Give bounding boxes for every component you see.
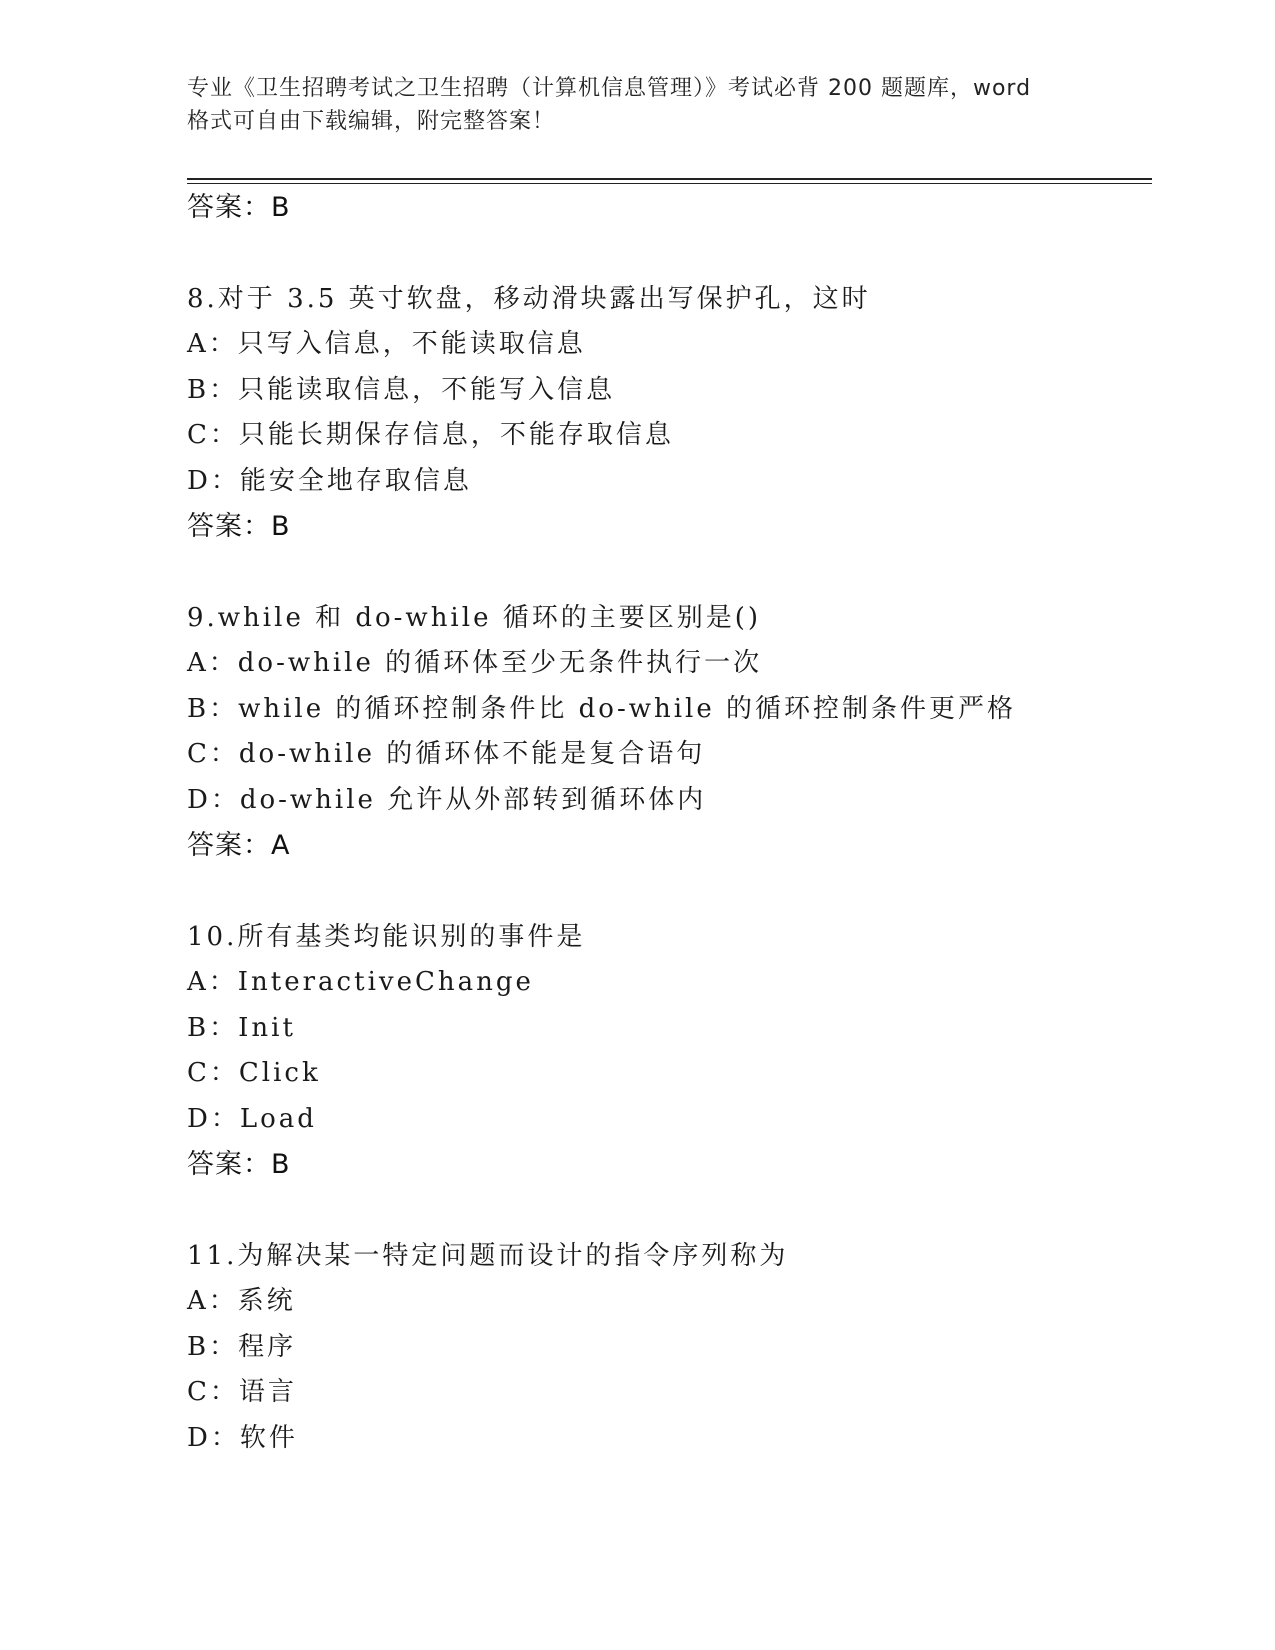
- question-block-8: [187, 276, 1147, 550]
- option-d: D：能安全地存取信息: [187, 465, 472, 496]
- question-list: [187, 185, 1147, 1461]
- question-text: 8.对于 3.5 英寸软盘，移动滑块露出写保护孔，这时: [187, 284, 871, 314]
- document-header: [187, 72, 1097, 138]
- question-block-9: [187, 595, 1147, 869]
- header-divider-thin: [187, 183, 1152, 184]
- option-c: C：Click: [187, 1058, 321, 1088]
- header-line-2: 格式可自由下载编辑，附完整答案！: [187, 109, 556, 134]
- question-text: 9.while 和 do-while 循环的主要区别是(): [187, 603, 762, 633]
- answer: 答案：B: [187, 511, 291, 542]
- question-block-11: [187, 1233, 1147, 1461]
- option-b: B：程序: [187, 1331, 297, 1362]
- option-d: D：软件: [187, 1422, 298, 1453]
- option-b: B：while 的循环控制条件比 do-while 的循环控制条件更严格: [187, 693, 1017, 724]
- option-a: A：只写入信息，不能读取信息: [187, 329, 586, 359]
- previous-answer: 答案：B: [187, 192, 291, 223]
- option-b: B：Init: [187, 1012, 296, 1043]
- answer: 答案：B: [187, 1149, 291, 1180]
- option-d: D：Load: [187, 1103, 317, 1134]
- option-b: B：只能读取信息，不能写入信息: [187, 374, 616, 405]
- option-c: C：do-while 的循环体不能是复合语句: [187, 739, 706, 769]
- option-c: C：语言: [187, 1377, 297, 1407]
- option-d: D：do-while 允许从外部转到循环体内: [187, 784, 707, 815]
- option-c: C：只能长期保存信息，不能存取信息: [187, 420, 674, 450]
- option-a: A：do-while 的循环体至少无条件执行一次: [187, 648, 763, 678]
- option-a: A：系统: [187, 1286, 296, 1316]
- option-a: A：InteractiveChange: [187, 967, 534, 997]
- answer: 答案：A: [187, 830, 291, 861]
- header-divider-thick: [187, 178, 1152, 180]
- header-line-1: 专业《卫生招聘考试之卫生招聘（计算机信息管理）》考试必背 200 题题库，word: [187, 76, 1032, 101]
- question-block-10: [187, 914, 1147, 1188]
- question-text: 10.所有基类均能识别的事件是: [187, 922, 586, 952]
- question-text: 11.为解决某一特定问题而设计的指令序列称为: [187, 1241, 789, 1271]
